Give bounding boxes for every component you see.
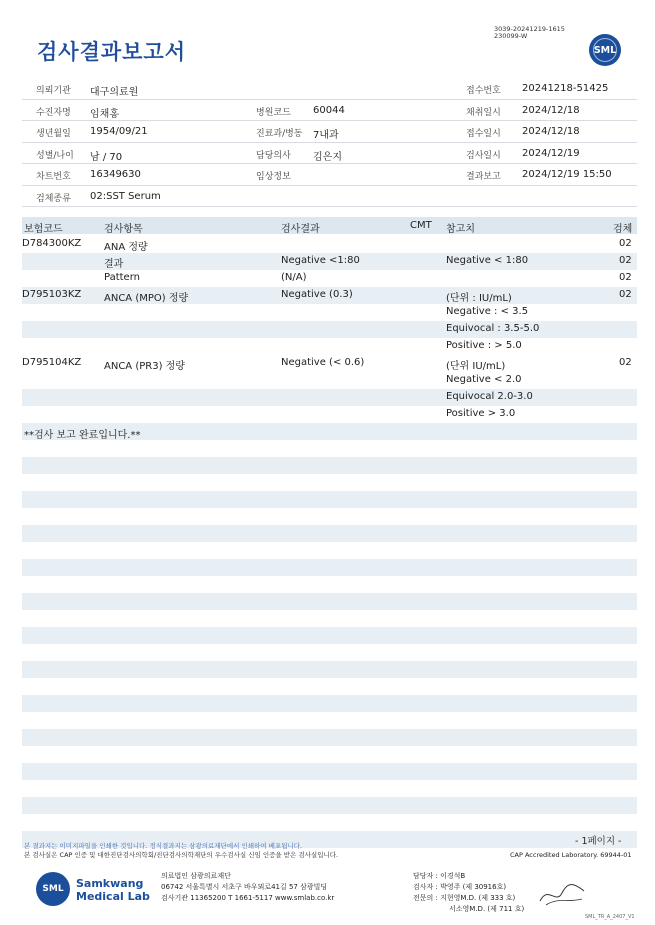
patient-name: 임채홍 (90, 108, 119, 120)
brand-name: Samkwang Medical Lab (76, 877, 150, 903)
info-row: 성별/나이 남 / 70 담당의사 김은지 검사일시 2024/12/19 (22, 143, 637, 165)
test-date: 2024/12/19 (522, 147, 580, 159)
cell-ref: Positive > 3.0 (446, 408, 516, 419)
date-of-birth: 1954/09/21 (90, 126, 148, 137)
image-notice: 본 결과지는 이미지파일을 인쇄한 것입니다. 정식결과지는 삼광의료재단에서 인쇄하여 배포됩니다. (24, 842, 303, 850)
collect-date: 2024/12/18 (522, 104, 580, 116)
cell-specimen: 02 (619, 255, 632, 266)
row-stripe (22, 389, 637, 406)
row-stripe (22, 321, 637, 338)
results-table-header (22, 217, 637, 234)
cell-item: Pattern (104, 272, 140, 283)
receipt-date: 2024/12/18 (522, 126, 580, 137)
row-stripe (22, 491, 637, 508)
cell-item: ANCA (PR3) 정량 (104, 361, 185, 372)
staff-info: 담당자 : 이경석B 검사자 : 박영주 (제 30916호) 전문의 : 지현영M.D. (제 333 호) 서소영M.D. (제 711 호) (413, 872, 525, 913)
cell-result: (N/A) (281, 272, 307, 283)
header-cmt: CMT (410, 220, 432, 231)
cell-result: Negative <1:80 (281, 255, 360, 266)
cell-ref: Negative < 1:80 (446, 255, 529, 266)
cell-specimen: 02 (619, 289, 632, 300)
form-code: SML_TR_A_2407_V1 (585, 914, 635, 920)
header-specimen: 검체 (613, 224, 633, 235)
cell-ref: (단위 : IU/mL) (446, 293, 512, 304)
header-reference: 참고치 (446, 224, 475, 235)
row-stripe (22, 797, 637, 814)
institution: 대구의료원 (90, 87, 139, 98)
cap-accreditation: CAP Accredited Laboratory. 69944-01 (510, 851, 632, 859)
cell-item: 결과 (104, 259, 124, 270)
header-test-item: 검사항목 (104, 224, 143, 235)
document-id: 3039-20241219-1615 230099-W (494, 25, 565, 40)
sml-footer-logo: SML (36, 872, 70, 906)
report-complete-note: **검사 보고 완료입니다.** (24, 430, 141, 441)
page-number: - 1페이지 - (575, 836, 622, 847)
row-stripe (22, 525, 637, 542)
organization-info: 의료법인 삼광의료재단 06742 서울특별시 서초구 바우뫼로41길 57 삼광빌딩 검사기관 11365200 T 1661-5117 www.smlab.co.kr (161, 872, 335, 902)
row-stripe (22, 729, 637, 746)
cell-specimen: 02 (619, 272, 632, 283)
cell-ref: Equivocal 2.0-3.0 (446, 391, 533, 402)
department: 7내과 (313, 130, 339, 141)
cell-ref: Negative < 2.0 (446, 374, 522, 385)
cell-code: D795104KZ (22, 357, 82, 368)
row-stripe (22, 457, 637, 474)
doctor: 김은지 (313, 151, 342, 163)
cell-item: ANCA (MPO) 정량 (104, 293, 189, 304)
cell-result: Negative (< 0.6) (281, 357, 365, 368)
row-stripe (22, 661, 637, 678)
cell-result: Negative (0.3) (281, 289, 353, 300)
report-date: 2024/12/19 15:50 (522, 169, 612, 180)
header-insurance-code: 보험코드 (24, 224, 63, 235)
header-result: 검사결과 (281, 224, 320, 235)
cell-code: D795103KZ (22, 289, 82, 300)
info-row: 수진자명 임채홍 병원코드 60044 채취일시 2024/12/18 (22, 100, 637, 122)
hospital-code: 60044 (313, 104, 345, 116)
sml-logo: SML (589, 34, 621, 66)
specimen-type: 02:SST Serum (90, 190, 161, 202)
signature-mark (538, 879, 588, 909)
report-title: 검사결과보고서 (37, 40, 187, 64)
sex-age: 남 / 70 (90, 151, 123, 163)
cell-item: ANA 정량 (104, 242, 148, 253)
row-stripe (22, 627, 637, 644)
chart-number: 16349630 (90, 169, 141, 180)
cell-ref: Equivocal : 3.5-5.0 (446, 323, 540, 334)
row-stripe (22, 593, 637, 610)
cell-ref: Positive : > 5.0 (446, 340, 522, 351)
patient-info-block (22, 78, 637, 207)
info-row: 의뢰기관 대구의료원 접수번호 20241218-51425 (22, 78, 637, 100)
cell-ref: Negative : < 3.5 (446, 306, 529, 317)
accreditation-notice: 본 검사실은 CAP 인증 및 대한진단검사의학회/진단검사의학재단의 우수검사실 신임 인증을 받은 검사실입니다. (24, 851, 339, 859)
row-stripe (22, 763, 637, 780)
cell-ref: (단위 IU/mL) (446, 361, 506, 372)
row-stripe (22, 695, 637, 712)
info-row: 생년월일 1954/09/21 진료과/병동 7내과 접수일시 2024/12/18 (22, 121, 637, 143)
receipt-number: 20241218-51425 (522, 83, 609, 94)
cell-code: D784300KZ (22, 238, 82, 249)
cell-specimen: 02 (619, 238, 632, 249)
info-row: 차트번호 16349630 임상정보 결과보고 2024/12/19 15:50 (22, 164, 637, 186)
cell-specimen: 02 (619, 357, 632, 368)
info-row: 검체종류 02:SST Serum (22, 186, 637, 208)
row-stripe (22, 559, 637, 576)
